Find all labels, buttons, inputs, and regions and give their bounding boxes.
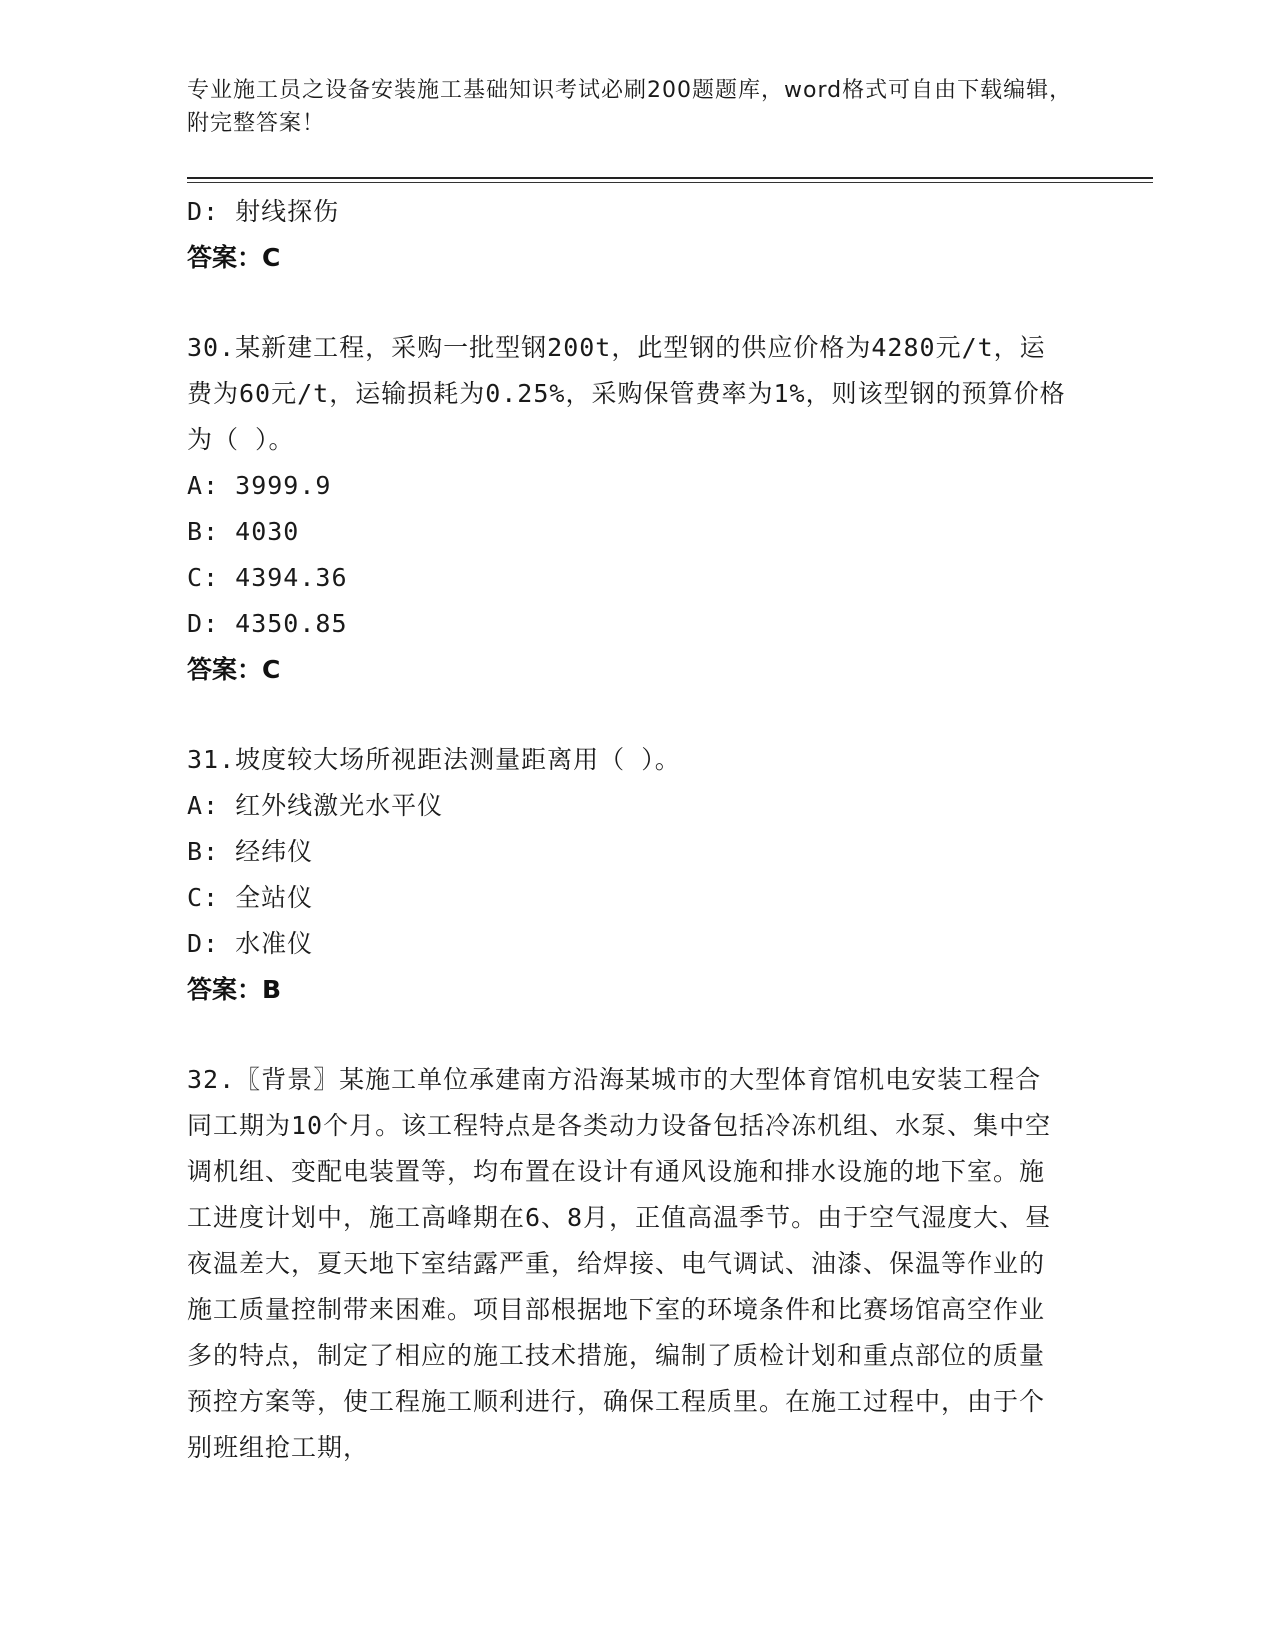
question-31-answer: 答案：B: [187, 975, 282, 1004]
question-31-option-b: B: 经纬仪: [187, 837, 314, 866]
spacer: [187, 281, 1087, 325]
page-header: 专业施工员之设备安装施工基础知识考试必刷200题题库，word格式可自由下载编辑，附完整答案！: [187, 78, 1073, 136]
spacer: [187, 1013, 1087, 1057]
question-content: [187, 189, 1087, 1471]
question-31-option-d: D: 水准仪: [187, 929, 314, 958]
question-30-option-b: B: 4030: [187, 517, 300, 546]
question-30-option-d: D: 4350.85: [187, 609, 348, 638]
question-31-stem: 31.坡度较大场所视距法测量距离用（ ）。: [187, 745, 681, 774]
question-31-option-a: A: 红外线激光水平仪: [187, 791, 444, 820]
header-divider-thick: [187, 177, 1153, 179]
prev-question-option-d: D: 射线探伤: [187, 197, 340, 226]
question-30-option-c: C: 4394.36: [187, 563, 348, 592]
question-32-stem: 32.〖背景〗某施工单位承建南方沿海某城市的大型体育馆机电安装工程合同工期为10个月。该工程特点是各类动力设备包括冷冻机组、水泵、集中空调机组、变配电装置等，均布置在设计有通风设施和排水设施的地下室。施工进度计划中，施工高峰期在6、8月，正值高温季节。由于空气湿度大、昼夜温差大，夏天地下室结露严重，给焊接、电气调试、油漆、保温等作业的施工质量控制带来困难。项目部根据地下室的环境条件和比赛场馆高空作业多的特点，制定了相应的施工技术措施，编制了质检计划和重点部位的质量预控方案等，使工程施工顺利进行，确保工程质里。在施工过程中，由于个别班组抢工期，: [187, 1065, 1052, 1462]
question-30-option-a: A: 3999.9: [187, 471, 332, 500]
question-30-answer: 答案：C: [187, 655, 281, 684]
question-31-option-c: C: 全站仪: [187, 883, 314, 912]
prev-question-answer: 答案：C: [187, 243, 281, 272]
header-divider-thin: [187, 182, 1153, 183]
question-30-stem: 30.某新建工程，采购一批型钢200t，此型钢的供应价格为4280元/t，运费为60元/t，运输损耗为0.25%，采购保管费率为1%，则该型钢的预算价格为（ ）。: [187, 333, 1066, 454]
spacer: [187, 693, 1087, 737]
